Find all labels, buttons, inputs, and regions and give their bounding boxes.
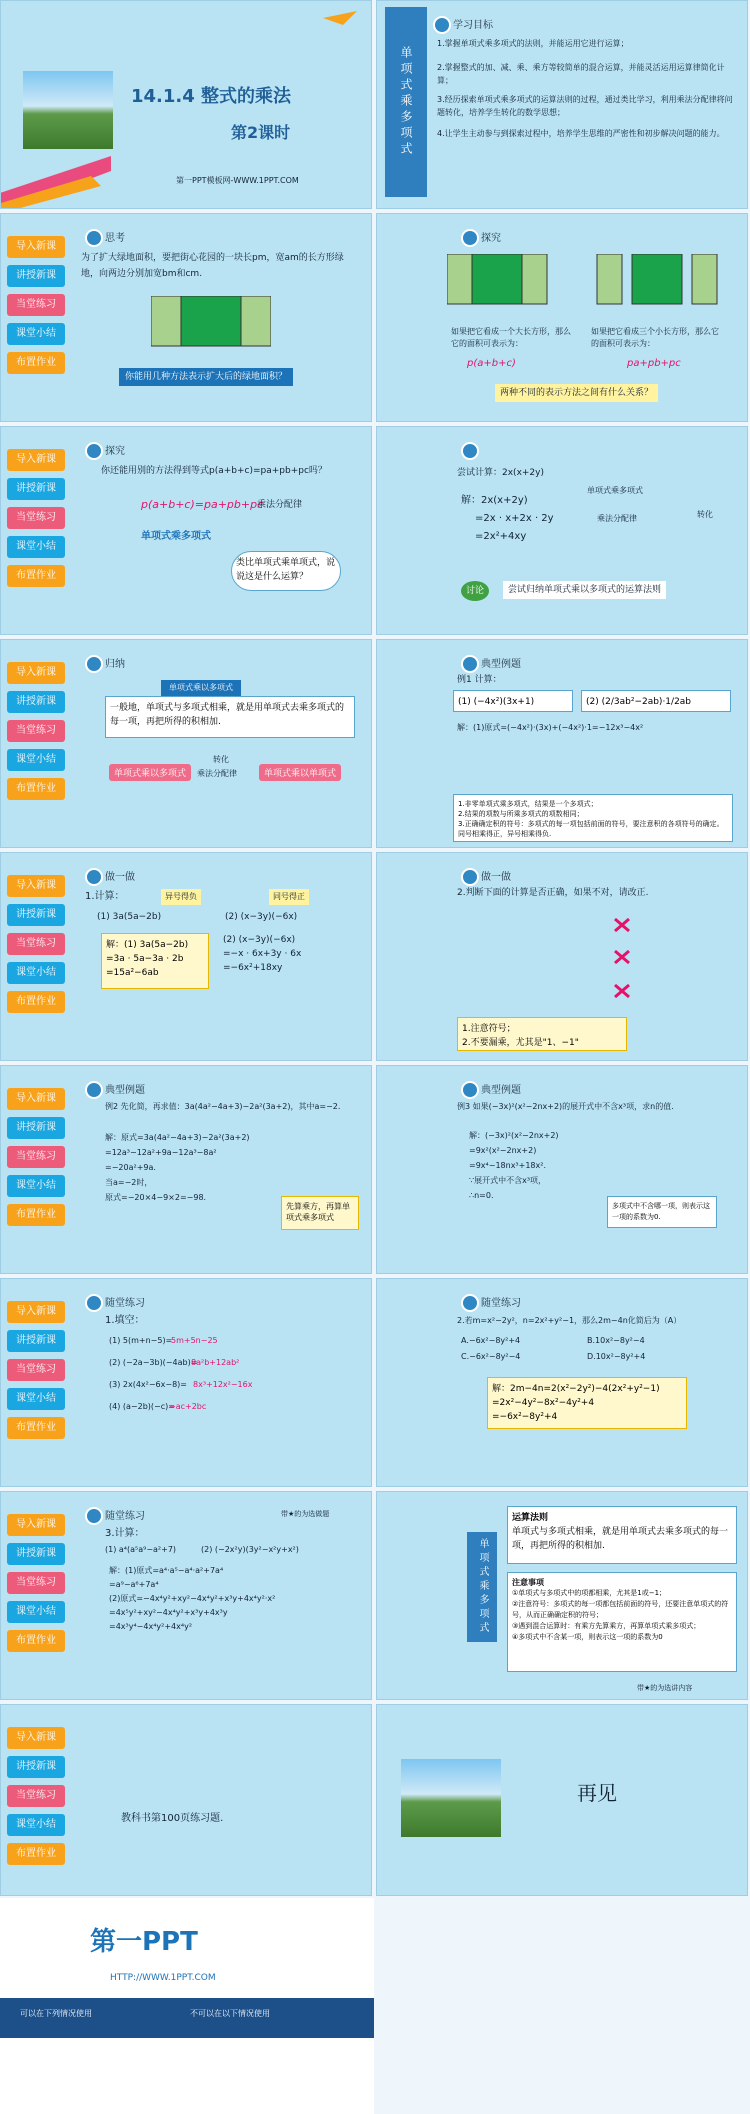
notes-heading: 注意事项 <box>512 1578 544 1587</box>
sol-line: (2) (x−3y)(−6x) <box>223 935 296 945</box>
nav-item[interactable]: 讲授新课 <box>7 691 65 713</box>
practice-header: 做一做 <box>481 872 511 883</box>
exercise-header: 随堂练习 <box>481 1298 521 1309</box>
review-vertical-label: 单项式乘多项式 <box>467 1532 497 1642</box>
sol-line: =9x²(x²−2nx+2) <box>469 1146 537 1155</box>
nav-item[interactable]: 讲授新课 <box>7 265 65 287</box>
right-caption: 如果把它看成三个小长方形，那么它的面积可表示为： <box>591 327 719 348</box>
slide-exercise1 <box>0 1278 372 1487</box>
lesson-subtitle: 第2课时 <box>231 123 291 142</box>
note-line: 2.不要漏乘，尤其是"1、−1" <box>462 1038 579 1048</box>
sol-line: =−20a²+9a. <box>105 1163 156 1172</box>
solution-2 <box>223 933 301 975</box>
try-line-1: 解：2x(x+2y) <box>461 495 528 506</box>
nav-item[interactable]: 当堂练习 <box>7 1146 65 1168</box>
sol-line: =−6x²−8y²+4 <box>492 1412 558 1422</box>
garden-diagram <box>151 296 271 351</box>
sol-line: =a⁹−a⁶+7a⁴ <box>109 1580 159 1589</box>
nav-item[interactable]: 导入新课 <box>7 1514 65 1536</box>
think-text: 为了扩大绿地面积，要把街心花园的一块长pm，宽am的长方形绿地，向两边分别加宽bm和cm. <box>81 253 344 279</box>
nav-item[interactable]: 导入新课 <box>7 236 65 258</box>
nav-item[interactable]: 布置作业 <box>7 1204 65 1226</box>
nav-item[interactable]: 布置作业 <box>7 565 65 587</box>
example-part-2: (2) (2/3ab²−2ab)·1/2ab <box>581 690 731 712</box>
example3-solution <box>469 1128 559 1203</box>
slide-try <box>376 426 748 635</box>
slide-example3 <box>376 1065 748 1274</box>
nav-item[interactable]: 导入新课 <box>7 1727 65 1749</box>
wrong-mark-icon <box>613 917 633 1007</box>
sol-line: =4x⁵y²+xy²−4x⁴y²+x³y+4x³y <box>109 1608 228 1617</box>
calc-part-1: (1) a⁴(a⁵a⁹−a²+7) <box>105 1545 177 1554</box>
nav-item[interactable]: 当堂练习 <box>7 294 65 316</box>
try-title: 尝试计算：2x(x+2y) <box>457 468 544 478</box>
optional-note: 带★的为选做题 <box>281 1510 330 1518</box>
side-nav <box>7 236 65 381</box>
pencil-icon <box>461 442 479 460</box>
exercise-question: 1.填空： <box>105 1315 145 1326</box>
disallowed-heading: 不可以在以下情况使用 <box>190 2009 270 2018</box>
fill-answer-2: 8a²b+12ab² <box>191 1358 240 1367</box>
slide-example2 <box>0 1065 372 1274</box>
rule-heading: 运算法则 <box>512 1513 549 1523</box>
left-caption: 如果把它看成一个大长方形，那么它的面积可表示为： <box>451 327 571 348</box>
sol-line: =4x³y⁴−4x⁴y²+4x⁴y² <box>109 1622 193 1631</box>
example3-question: 例3 如果(−3x)²(x²−2nx+2)的展开式中不含x³项，求n的值. <box>457 1102 674 1111</box>
campus-photo <box>401 1759 501 1837</box>
link-list <box>0 2038 374 2114</box>
option-d: D.10x²−8y²+4 <box>587 1352 646 1361</box>
example-header: 典型例题 <box>105 1085 145 1096</box>
usage-bar <box>0 1998 374 2038</box>
homework-task: 教科书第100页练习题. <box>121 1813 224 1824</box>
sol-line: 原式=−20×4−9×2=−98. <box>105 1193 207 1202</box>
side-nav <box>7 662 65 807</box>
note-line: ②注意符号：多项式的每一项都包括前面的符号，还要注意单项式的符号，从而正确确定积的符号； <box>512 1600 729 1619</box>
side-nav <box>7 1088 65 1233</box>
slide-think <box>0 213 372 422</box>
practice-part-2: (2) (x−3y)(−6x) <box>225 912 298 922</box>
nav-item[interactable]: 课堂小结 <box>7 1175 65 1197</box>
judge-notes <box>457 1017 627 1051</box>
example-header: 典型例题 <box>481 1085 521 1096</box>
question-banner: 你能用几种方法表示扩大后的绿地面积？ <box>119 368 293 386</box>
goals-header: 学习目标 <box>453 20 493 31</box>
side-nav <box>7 1727 65 1872</box>
try-line-2: =2x · x+2x · 2y <box>475 513 554 524</box>
sol-line: =3a · 5a−3a · 2b <box>106 954 184 964</box>
hand-icon <box>461 868 479 886</box>
rule-text: 一般地，单项式与多项式相乘，就是用单项式去乘多项式的每一项，再把所得的积相加. <box>105 696 355 738</box>
example-solution: 解：(1)原式=(−4x²)·(3x)+(−4x²)·1=−12x³−4x² <box>457 723 644 732</box>
option-b: B.10x²−8y²−4 <box>587 1336 645 1345</box>
sol-line: =15a²−6ab <box>106 968 159 978</box>
nav-item[interactable]: 导入新课 <box>7 1088 65 1110</box>
example-part-1: (1) (−4x²)(3x+1) <box>453 690 573 712</box>
practice-part-1: (1) 3a(5a−2b) <box>97 912 162 922</box>
option-c: C.−6x²−8y²−4 <box>461 1352 521 1361</box>
nav-item[interactable]: 布置作业 <box>7 778 65 800</box>
slide-summary <box>0 639 372 848</box>
nav-item[interactable]: 布置作业 <box>7 1630 65 1652</box>
nav-item[interactable]: 当堂练习 <box>7 1359 65 1381</box>
note-line: ①单项式与多项式中的项都相乘，尤其是1或−1； <box>512 1589 667 1597</box>
optional-content-note: 带★的为选讲内容 <box>637 1684 693 1692</box>
goal-4: 4.让学生主动参与到探索过程中，培养学生思维的严密性和初步解决问题的能力。 <box>437 129 725 138</box>
sol-line: 当a=−2时， <box>105 1178 153 1187</box>
fill-item-4: (4) (a−2b)(−c)= <box>109 1402 175 1411</box>
nav-item[interactable]: 讲授新课 <box>7 478 65 500</box>
nav-item[interactable]: 课堂小结 <box>7 749 65 771</box>
brand-footer <box>0 1898 374 2114</box>
explore-question: 你还能用别的方法得到等式p(a+b+c)=pa+pb+pc吗？ <box>101 466 327 476</box>
side-nav <box>7 1301 65 1446</box>
convert-label: 转化 <box>213 755 229 764</box>
tag-law: 乘法分配律 <box>597 514 637 523</box>
nav-item[interactable]: 当堂练习 <box>7 1785 65 1807</box>
paper-plane-icon <box>323 11 357 25</box>
sol-line: =12a³−12a²+9a−12a³−8a² <box>105 1148 217 1157</box>
fill-item-1: (1) 5(m+n−5)= <box>109 1336 173 1345</box>
tag-mono-times-mono: 单项式乘以单项式 <box>259 764 341 781</box>
nav-item[interactable]: 课堂小结 <box>7 1388 65 1410</box>
choice-question: 2.若m=x²−2y²，n=2x²+y²−1，那么2m−4n化简后为（A） <box>457 1316 682 1325</box>
nav-item[interactable]: 当堂练习 <box>7 507 65 529</box>
nav-item[interactable]: 布置作业 <box>7 1843 65 1865</box>
slide-example1 <box>376 639 748 848</box>
rule-box <box>507 1506 737 1564</box>
area-diagram <box>447 254 747 314</box>
note-line: 1.注意符号； <box>462 1024 516 1034</box>
slide-homework <box>0 1704 372 1896</box>
calc-solution <box>109 1564 275 1634</box>
fill-item-2: (2) (−2a−3b)(−4ab)= <box>109 1358 198 1367</box>
sol-line: =2x²−4y²−8x²−4y²+4 <box>492 1398 595 1408</box>
brand-logo: 第一PPT <box>90 1927 198 1957</box>
paint-stroke-icon <box>0 126 111 209</box>
slide-practice2 <box>376 852 748 1061</box>
judge-question: 2.判断下面的计算是否正确，如果不对，请改正. <box>457 888 649 898</box>
sol-line: =9x⁴−18nx³+18x². <box>469 1161 546 1170</box>
nav-item[interactable]: 课堂小结 <box>7 323 65 345</box>
lesson-title: 14.1.4 整式的乘法 <box>131 86 292 107</box>
slide-title <box>0 0 372 209</box>
nav-item[interactable]: 课堂小结 <box>7 1814 65 1836</box>
calc-question: 3.计算： <box>105 1528 145 1539</box>
practice-question: 1.计算： <box>85 891 125 902</box>
nav-item[interactable]: 讲授新课 <box>7 1756 65 1778</box>
slide-explore2 <box>0 426 372 635</box>
nav-item[interactable]: 当堂练习 <box>7 1572 65 1594</box>
book-icon <box>461 655 479 673</box>
example2-solution <box>105 1130 250 1205</box>
tip-box: 先算乘方，再算单项式乘多项式 <box>281 1196 359 1230</box>
discuss-prompt: 尝试归纳单项式乘以多项式的运算法则 <box>503 581 666 599</box>
nav-item[interactable]: 课堂小结 <box>7 962 65 984</box>
slide-practice1 <box>0 852 372 1061</box>
example-header: 典型例题 <box>481 659 521 670</box>
note-line: 1.非零单项式乘多项式，结果是一个多项式； <box>458 800 598 808</box>
fill-answer-3: 8x³+12x²−16x <box>193 1380 253 1389</box>
sol-line: ∴n=0. <box>469 1191 494 1200</box>
try-line-3: =2x²+4xy <box>475 531 527 542</box>
nav-item[interactable]: 当堂练习 <box>7 720 65 742</box>
goal-1: 1.掌握单项式乘多项式的法则，并能运用它进行运算； <box>437 39 629 48</box>
sign-neg-tag: 异号得负 <box>161 889 201 905</box>
nav-item[interactable]: 课堂小结 <box>7 1601 65 1623</box>
explore-header: 探究 <box>105 446 125 457</box>
summary-header: 归纳 <box>105 659 125 670</box>
slide-exercise3 <box>0 1491 372 1700</box>
relation-question: 两种不同的表示方法之间有什么关系？ <box>495 384 658 402</box>
nav-item[interactable]: 导入新课 <box>7 1301 65 1323</box>
fill-answer-4: −ac+2bc <box>169 1402 207 1411</box>
brand-url[interactable]: HTTP://WWW.1PPT.COM <box>110 1973 216 1983</box>
pencil-icon <box>85 1507 103 1525</box>
nav-item[interactable]: 当堂练习 <box>7 933 65 955</box>
explore-header: 探究 <box>481 233 501 244</box>
side-nav <box>7 1514 65 1659</box>
goodbye-text: 再见 <box>577 1781 617 1805</box>
pencil-icon <box>85 1294 103 1312</box>
slide-goodbye <box>376 1704 748 1896</box>
pencil-icon <box>461 1294 479 1312</box>
side-nav <box>7 449 65 594</box>
tag-mono-times-poly: 单项式乘以多项式 <box>109 764 191 781</box>
calc-part-2: (2) (−2x²y)(3y²−x²y+x²) <box>201 1545 299 1554</box>
book-icon <box>461 1081 479 1099</box>
sol-line: 解：2m−4n=2(x²−2y²)−4(2x²+y²−1) <box>492 1384 660 1394</box>
tip-box: 多项式中不含哪一项，则表示这一项的系数为0. <box>607 1196 717 1228</box>
tag-convert: 转化 <box>697 510 713 519</box>
nav-item[interactable]: 讲授新课 <box>7 904 65 926</box>
tag-mono-poly: 单项式乘多项式 <box>587 486 643 495</box>
nav-item[interactable]: 布置作业 <box>7 1417 65 1439</box>
credit-text: 第一PPT模板网-WWW.1PPT.COM <box>176 176 299 185</box>
nav-item[interactable]: 课堂小结 <box>7 536 65 558</box>
allowed-heading: 可以在下列情况使用 <box>20 2009 92 2018</box>
hand-icon <box>85 868 103 886</box>
note-line: ④多项式中不含某一项，则表示这一项的系数为0 <box>512 1633 663 1641</box>
practice-header: 做一做 <box>105 872 135 883</box>
sol-line: =−x · 6x+3y · 6x <box>223 949 302 959</box>
note-line: ③遇到混合运算时：有乘方先算乘方，再算单项式乘多项式； <box>512 1622 701 1630</box>
law-label: 乘法分配律 <box>257 500 303 510</box>
option-a: A.−6x²−8y²+4 <box>461 1336 521 1345</box>
law-label: 乘法分配律 <box>197 769 237 778</box>
sol-line: 解：(1) 3a(5a−2b) <box>106 940 189 950</box>
example-notes <box>453 794 733 842</box>
search-icon <box>461 229 479 247</box>
side-nav <box>7 875 65 1020</box>
note-line: 3.正确确定积的符号：多项式的每一项包括前面的符号，要注意积的各项符号的确定。同号相乘得正，异号相乘得负. <box>458 820 724 838</box>
method-label: 单项式乘多项式 <box>141 531 211 542</box>
sol-line: 解：(−3x)²(x²−2nx+2) <box>469 1131 559 1140</box>
distributive-eq: p(a+b+c)=pa+pb+pc <box>141 498 264 511</box>
nav-item[interactable]: 导入新课 <box>7 875 65 897</box>
goal-3: 3.经历探索单项式乘多项式的运算法则的过程，通过类比学习，利用乘法分配律将问题转化，培养学生转化的数学思想； <box>437 95 733 117</box>
sol-line: 解：(1)原式=a⁴·a⁵−a⁴·a²+7a⁴ <box>109 1566 224 1575</box>
book-icon <box>85 1081 103 1099</box>
slide-goals <box>376 0 748 209</box>
formula-1: p(a+b+c) <box>467 358 516 369</box>
example2-question: 例2 先化简，再求值：3a(4a²−4a+3)−2a²(3a+2)，其中a=−2. <box>105 1102 341 1111</box>
notes-box <box>507 1572 737 1672</box>
note-line: 2.结果的项数与所乘多项式的项数相同； <box>458 810 584 818</box>
search-icon <box>85 442 103 460</box>
nav-item[interactable]: 布置作业 <box>7 991 65 1013</box>
example-question: 例1 计算： <box>457 675 502 685</box>
think-header: 思考 <box>105 233 125 244</box>
slide-explore <box>376 213 748 422</box>
exercise-header: 随堂练习 <box>105 1511 145 1522</box>
nav-item[interactable]: 讲授新课 <box>7 1117 65 1139</box>
goals-vertical-label: 单项式乘多项式 <box>385 7 427 197</box>
nav-item[interactable]: 导入新课 <box>7 449 65 471</box>
choice-solution <box>487 1377 687 1429</box>
sol-line: ∵展开式中不含x³项， <box>469 1176 547 1185</box>
nav-item[interactable]: 布置作业 <box>7 352 65 374</box>
goal-2: 2.掌握整式的加、减、乘、乘方等较简单的混合运算，并能灵活运用运算律简化计算； <box>437 63 725 85</box>
rule-title: 单项式乘以多项式 <box>161 680 241 696</box>
formula-2: pa+pb+pc <box>627 358 681 369</box>
nav-item[interactable]: 讲授新课 <box>7 1543 65 1565</box>
check-icon <box>85 655 103 673</box>
solution-1 <box>101 933 209 989</box>
nav-item[interactable]: 导入新课 <box>7 662 65 684</box>
lightbulb-icon <box>85 229 103 247</box>
fill-item-3: (3) 2x(4x²−6x−8)= <box>109 1380 187 1389</box>
target-icon <box>433 16 451 34</box>
sol-line: 解：原式=3a(4a²−4a+3)−2a²(3a+2) <box>105 1133 250 1142</box>
nav-item[interactable]: 讲授新课 <box>7 1330 65 1352</box>
slide-exercise2 <box>376 1278 748 1487</box>
sign-pos-tag: 同号得正 <box>269 889 309 905</box>
rule-body: 单项式与多项式相乘，就是用单项式去乘多项式的每一项，再把所得的积相加. <box>512 1527 729 1551</box>
sol-line: (2)原式=−4x⁴y²+xy²−4x⁴y²+x³y+4x⁴y²·x² <box>109 1594 276 1603</box>
discuss-badge: 讨论 <box>461 581 489 601</box>
sol-line: =−6x²+18xy <box>223 963 283 973</box>
slide-review <box>376 1491 748 1700</box>
fill-answer-1: 5m+5n−25 <box>171 1336 218 1345</box>
thought-bubble: 类比单项式乘单项式，说说这是什么运算？ <box>231 551 341 591</box>
exercise-header: 随堂练习 <box>105 1298 145 1309</box>
